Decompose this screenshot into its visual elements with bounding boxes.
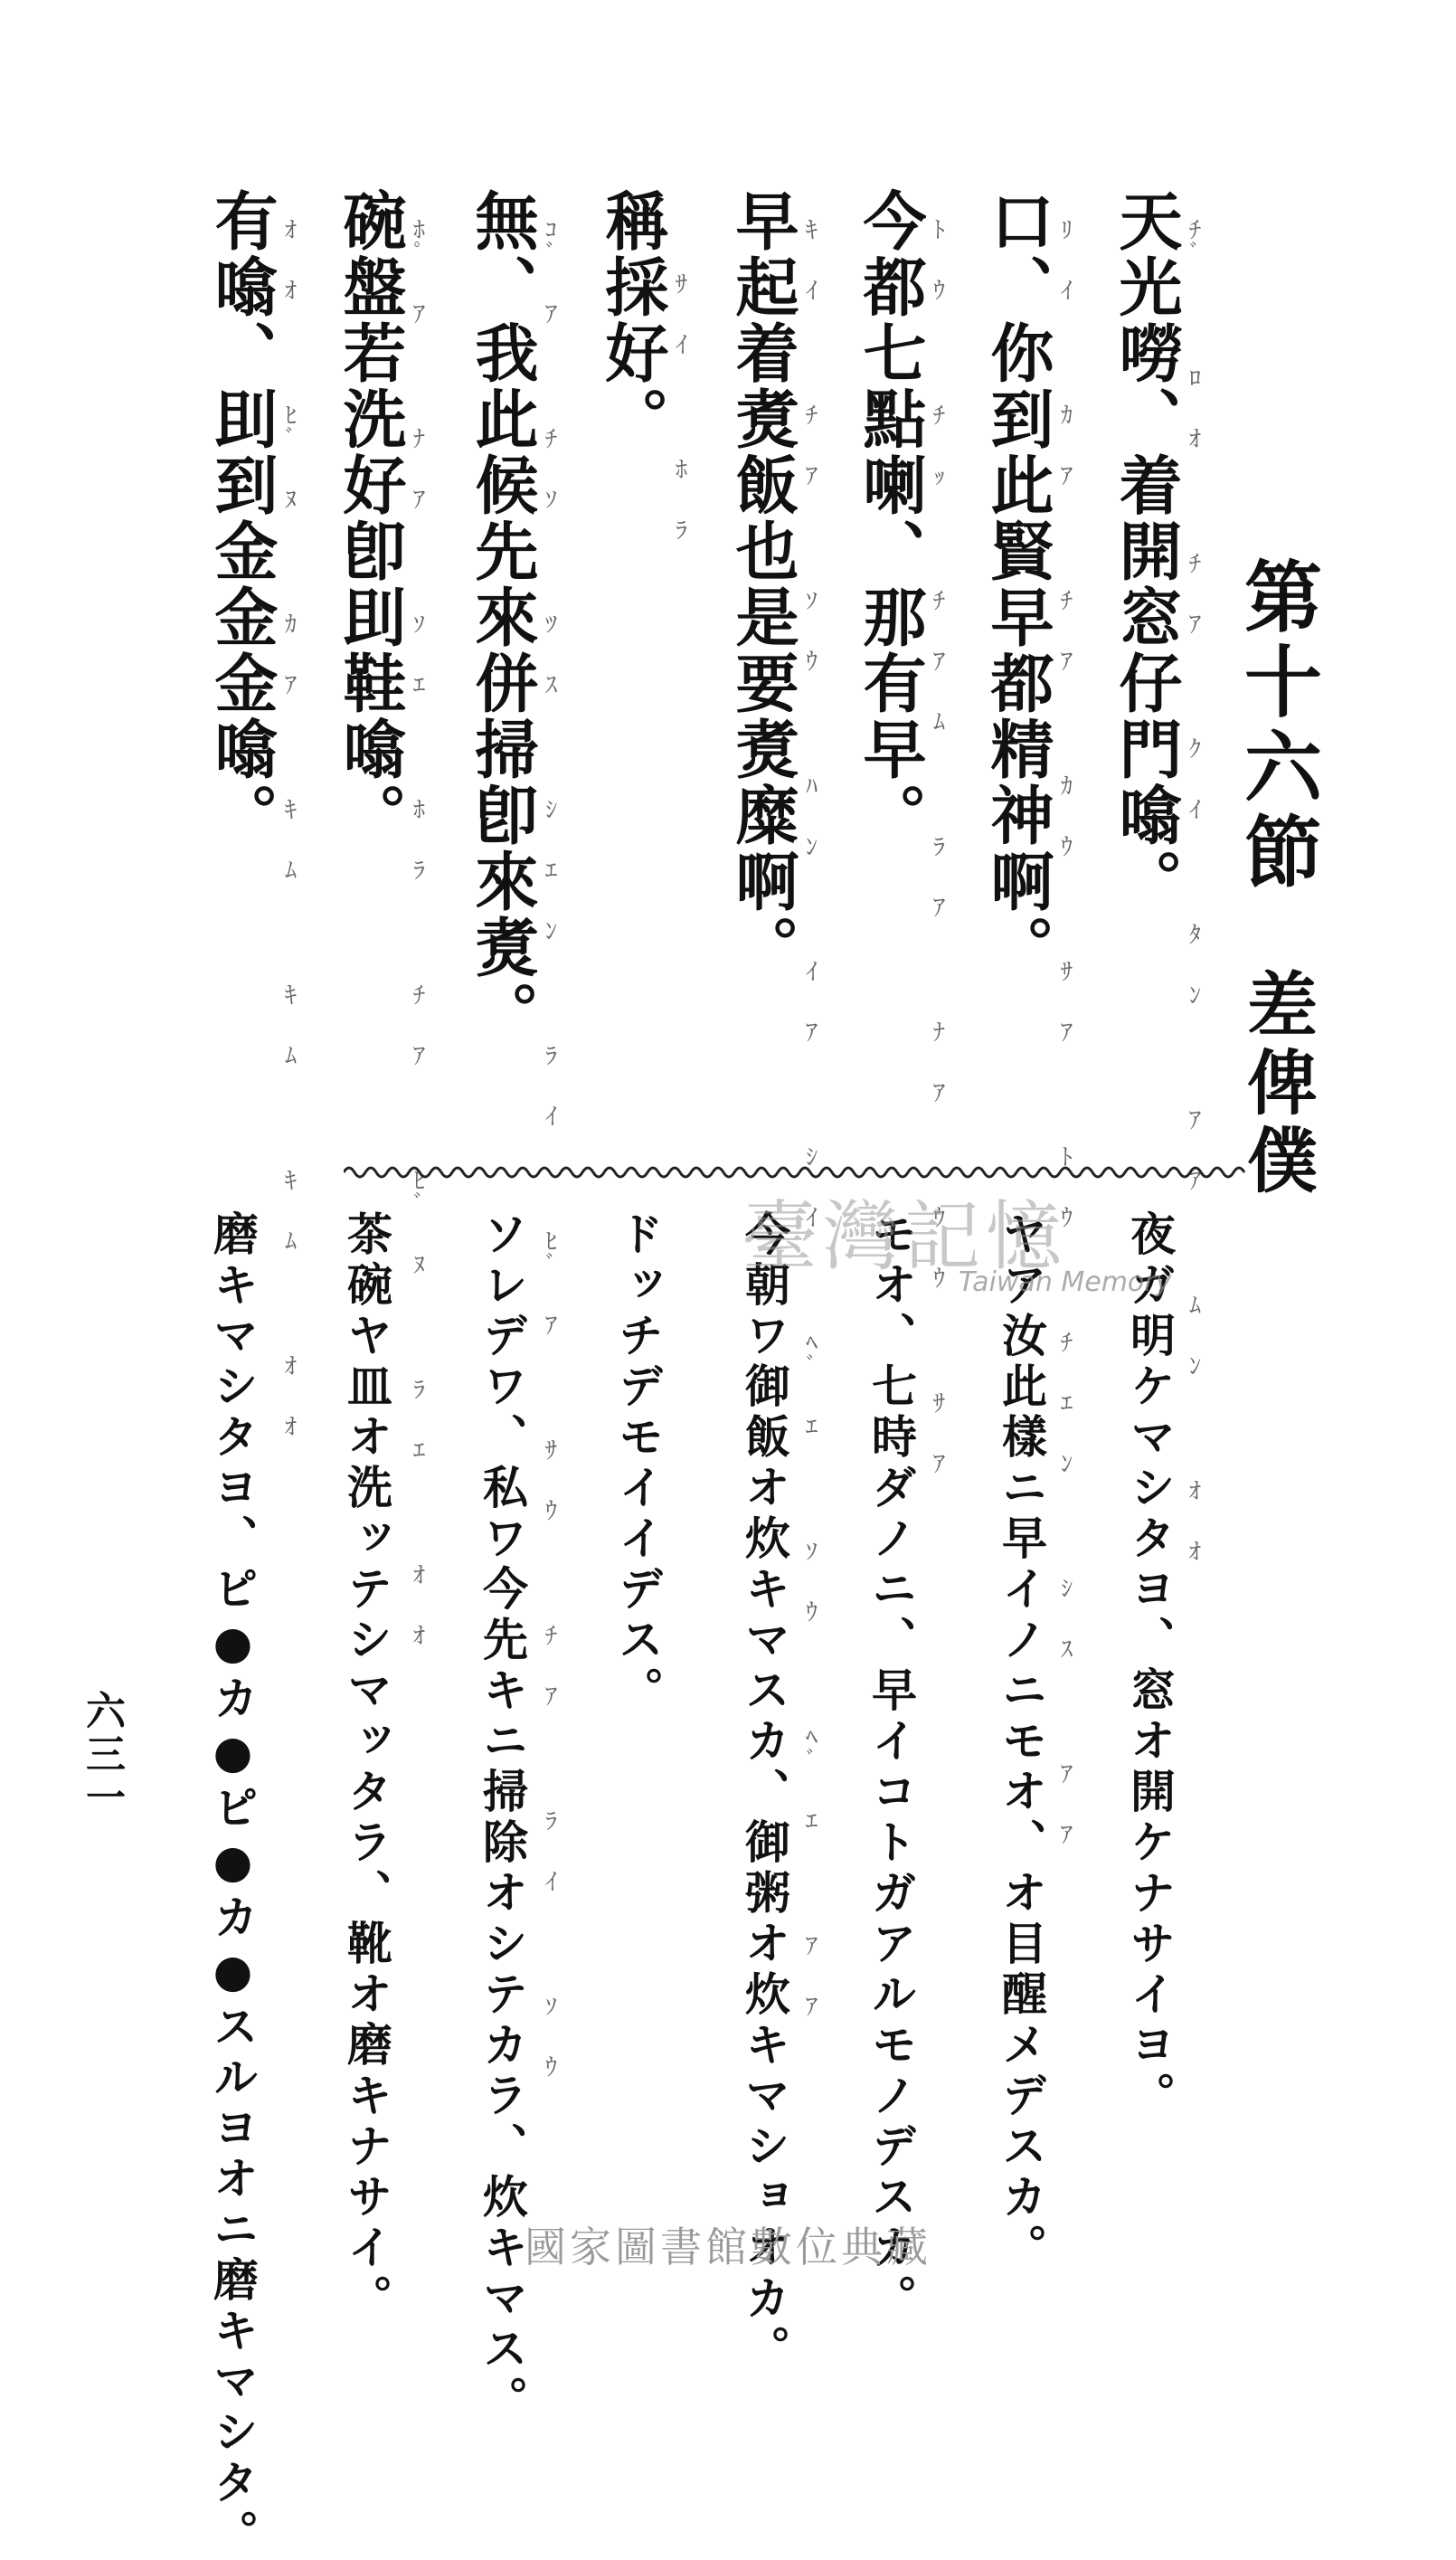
chinese-line-1: 天光嘮、着開窓仔門噏。: [1109, 188, 1184, 915]
chinese-line-8: 有噏、刞到金金金噏。: [204, 188, 279, 849]
reading-marks-1: ﾁﾞ ﾛｵ ﾁｱ ｸｲ ﾀﾝ ｱｱ ﾑﾝ ｵｵ: [1179, 217, 1206, 1599]
japanese-line-2: ヤア汝此樣ニ早イノニモオ、オ目醒メデスカ。: [995, 1210, 1048, 2274]
japanese-line-5: ドッチデモイイデス。: [611, 1210, 665, 1717]
watermark-logo: 臺灣記憶: [742, 1192, 1068, 1281]
reading-marks-6: ｺﾞｱ ﾁｿ ﾂｽ ｼｴﾝ ﾗｲ ﾋﾞｱ ｻｳ ﾁｱ ﾗｲ ｿｳ: [535, 217, 563, 2115]
reading-marks-2: ﾘｲ ｶｱ ﾁｱ ｶｳ ｻｱ ﾄｳ ﾁｴﾝ ｼｽ ｱｱ: [1051, 217, 1078, 1882]
japanese-line-4: 今朝ワ御飯オ炊キマスカ、御粥オ炊キマショオカ。: [738, 1210, 791, 2375]
chinese-line-3: 今都七點喇、那有早。: [853, 188, 928, 849]
chinese-line-6: 無、我此候先來併掃卽來煑。: [465, 188, 540, 1047]
library-footer: 國家圖書館數位典藏: [525, 2223, 931, 2271]
chinese-line-7: 碗盤若洗好卽刞鞋噏。: [333, 188, 408, 849]
reading-marks-8: ｵｵ ﾋﾞﾇ ｶｱ ｷﾑ ｷﾑ ｷﾑ ｵｵ: [275, 217, 302, 1474]
watermark-caption: Taiwan Memory: [959, 1266, 1172, 1298]
chinese-line-4: 早起着煑飯也是要煑糜啊。: [725, 188, 800, 981]
page-number: 六三一: [79, 1690, 125, 1820]
reading-marks-4: ｷｲ ﾁｱ ｿｳ ﾊﾝ ｲｱ ｼｲ ﾍﾞｴ ｿｳ ﾍﾞｴ ｱｱ: [796, 217, 823, 2054]
japanese-line-1: 夜ガ明ケマシタヨ、窓オ開ケナサイヨ。: [1123, 1210, 1177, 2122]
chinese-line-2: 口、你到此賢早都精神啊。: [980, 188, 1055, 981]
reading-marks-5: ｻｲ ﾎﾗ: [666, 271, 693, 578]
japanese-line-6: ソレデワ、私ワ今先キニ掃除オシテカラ、炊キマス。: [476, 1210, 529, 2426]
chinese-line-5: 稱採好。: [595, 188, 670, 452]
japanese-line-8: 磨キマシタヨ、ピ●カ●ピ●カ●スルヨオニ磨キマシタ。: [206, 1210, 260, 2560]
japanese-line-3: モオ、七時ダノニ、早イコトガアルモノデスカ。: [865, 1210, 918, 2325]
reading-marks-7: ﾎﾟｱ ﾅｱ ｿｴ ﾎﾗ ﾁｱ ﾋﾞﾇ ﾗｴ ｵｵ: [403, 217, 430, 1683]
section-title: 第十六節: [1231, 556, 1322, 896]
section-subtitle: 差俾僕: [1235, 968, 1318, 1201]
reading-marks-3: ﾄｳ ﾁｯ ﾁｱﾑ ﾗｱ ﾅｱ ｳｳ ｻｱ: [923, 217, 950, 1512]
japanese-line-7: 茶碗ヤ皿オ洗ッテシマッタラ、靴オ磨キナサイ。: [340, 1210, 393, 2325]
